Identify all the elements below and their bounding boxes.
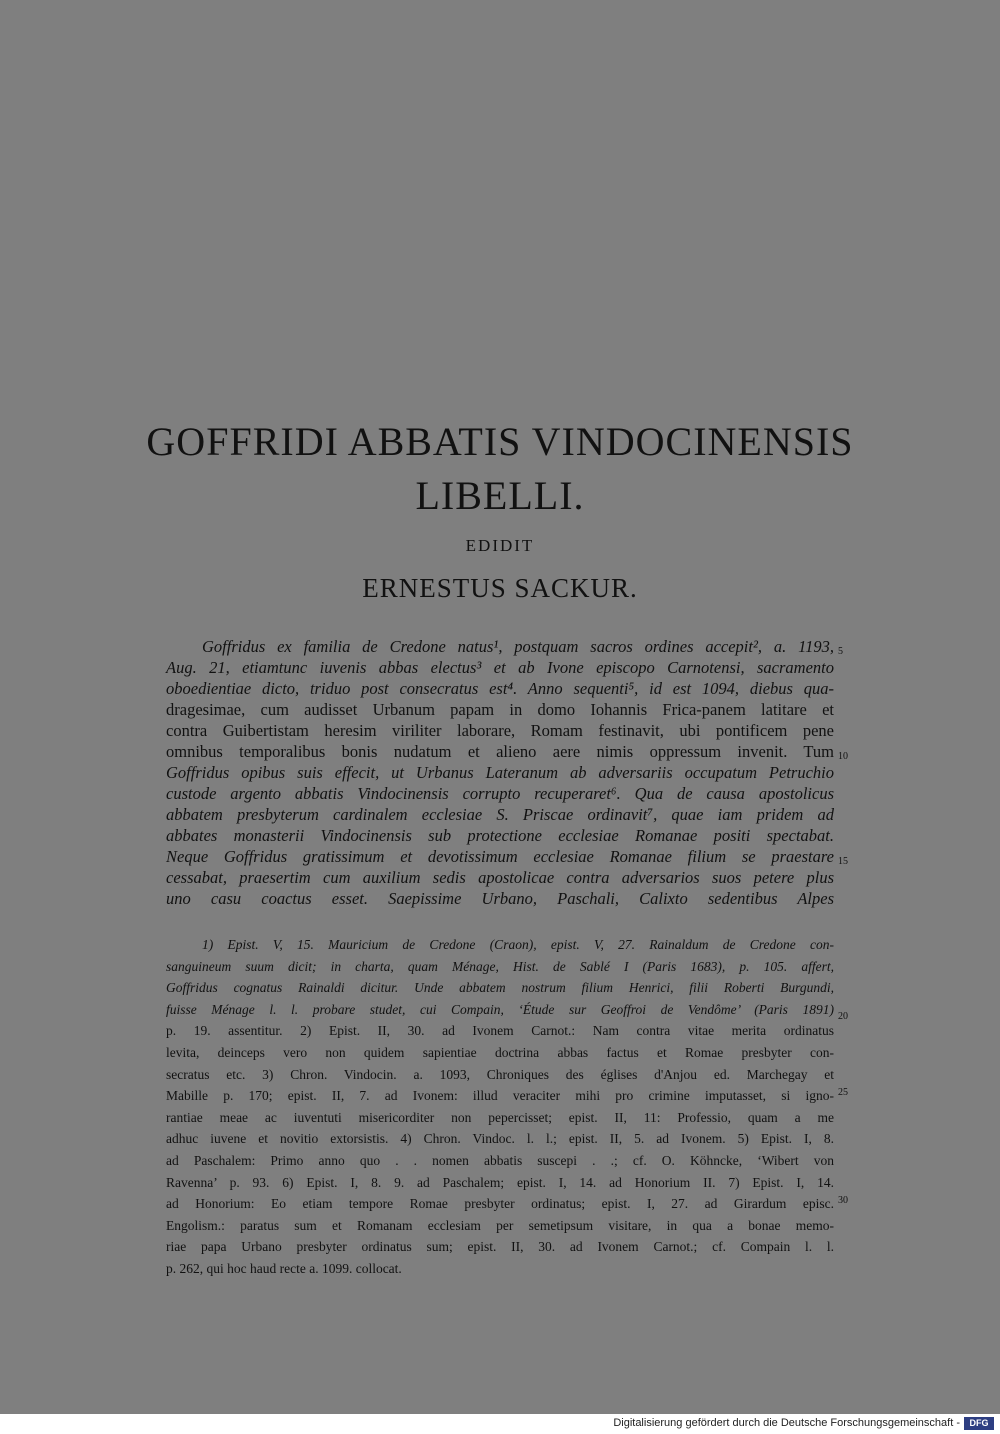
footer-bar [0,1414,1000,1434]
main-line: omnibus temporalibus bonis nudatum et alieno aere nimis oppressum invenit. Tum [166,742,834,761]
editor-name: ERNESTUS SACKUR. [362,573,638,603]
footnote-line: p. 262, qui hoc haud recte a. 1099. collocat. [166,1260,402,1276]
footnote-line: secratus etc. 3) Chron. Vindocin. a. 1093, Chroniques des églises d'Anjou ed. Marchegay et [166,1066,834,1082]
main-line: Goffridus ex familia de Credone natus¹, postquam sacros ordines accepit², a. 1193, [202,637,834,656]
footnote-line: rantiae meae ac iuventuti misericorditer non pepercisset; epist. II, 11: Professio, quam a me [166,1109,834,1125]
main-line: dragesimae, cum audisset Urbanum papam in domo Iohannis Frica-panem latitare et [166,700,834,719]
main-text [166,636,834,909]
dfg-logo-icon: DFG [964,1417,994,1430]
footnote-line: riae papa Urbano presbyter ordinatus sum; epist. II, 30. ad Ivonem Carnot.; cf. Compain l. l. [166,1239,834,1255]
main-line: oboedientiae dicto, triduo post consecratus est⁴. Anno sequenti⁵, id est 1094, diebus qua- [166,679,834,698]
title-line-2: LIBELLI. [415,473,585,518]
funding-notice: Digitalisierung gefördert durch die Deutsche Forschungsgemeinschaft - [613,1417,960,1429]
main-line: cessabat, praesertim cum auxilium sedis apostolicae contra adversarios suos petere plus [166,868,834,887]
margin-number-20: 20 [838,1011,848,1022]
edidit-label: EDIDIT [465,536,535,555]
margin-number-5: 5 [838,646,843,657]
title-line-1: GOFFRIDI ABBATIS VINDOCINENSIS [146,419,854,464]
main-line: Aug. 21, etiamtunc iuvenis abbas electus³ et ab Ivone episcopo Carnotensi, sacramento [166,658,834,677]
footnote-line: Engolism.: paratus sum et Romanam ecclesiam per semetipsum visitare, in qua a bonae memo- [166,1217,834,1233]
footnote-line: fuisse Ménage l. l. probare studet, cui Compain, ‘Étude sur Geoffroi de Vendôme’ (Paris 1891) [166,1001,834,1017]
footnotes [166,934,834,1280]
main-line: Neque Goffridus gratissimum et devotissimum ecclesiae Romanae filium se praestare [166,847,834,866]
footnote-line: levita, deinceps vero non quidem sapientiae doctrina abbas factus et Romae presbyter con- [166,1044,834,1060]
footnote-line: adhuc iuvene et novitio extorsistis. 4) Chron. Vindoc. l. l.; epist. II, 5. ad Ivonem. 5) Epist. I, 8. [166,1131,834,1147]
main-line: contra Guibertistam heresim viriliter laborare, Romam festinavit, ubi pontificem pene [166,721,834,740]
main-line: abbates monasterii Vindocinensis sub protectione ecclesiae Romanae positi spectabat. [166,826,834,845]
main-line: custode argento abbatis Vindocinensis corrupto recuperaret⁶. Qua de causa apostolicus [166,784,834,803]
footnote-line: Ravenna’ p. 93. 6) Epist. I, 8. 9. ad Paschalem; epist. I, 14. ad Honorium II. 7) Epist. I, 14. [166,1174,834,1190]
footnote-line: 1) Epist. V, 15. Mauricium de Credone (Craon), epist. V, 27. Rainaldum de Credone con- [202,937,834,952]
main-line: abbatem presbyterum cardinalem ecclesiae S. Priscae ordinavit⁷, quae iam pridem ad [166,805,834,824]
footnote-line: sanguineum suum dicit; in charta, quam Ménage, Hist. de Sablé I (Paris 1683), p. 105. affert, [166,958,834,974]
footnote-line: ad Honorium: Eo etiam tempore Romae presbyter ordinatus; epist. I, 27. ad Girardum episc. [166,1196,834,1212]
margin-number-25: 25 [838,1087,848,1098]
margin-number-15: 15 [838,856,848,867]
footnote-line: ad Paschalem: Primo anno quo . . nomen abbatis suscepi . .; cf. O. Köhncke, ‘Wibert von [166,1152,834,1168]
footnote-line: p. 19. assentitur. 2) Epist. II, 30. ad Ivonem Carnot.: Nam contra vitae merita ordinatus [166,1023,834,1039]
margin-number-30: 30 [838,1195,848,1206]
main-line: Goffridus opibus suis effecit, ut Urbanus Lateranum ab adversariis occupatum Petruchio [166,763,834,782]
main-line: uno casu coactus esset. Saepissime Urbano, Paschali, Calixto sedentibus Alpes [166,889,834,908]
margin-number-10: 10 [838,751,848,762]
footnote-line: Goffridus cognatus Rainaldi dicitur. Unde abbatem nostrum filium Henrici, filii Roberti Burgundi, [166,980,834,996]
footnote-line: Mabille p. 170; epist. II, 7. ad Ivonem: illud veraciter mihi pro crimine imputasset, si igno- [166,1088,834,1104]
